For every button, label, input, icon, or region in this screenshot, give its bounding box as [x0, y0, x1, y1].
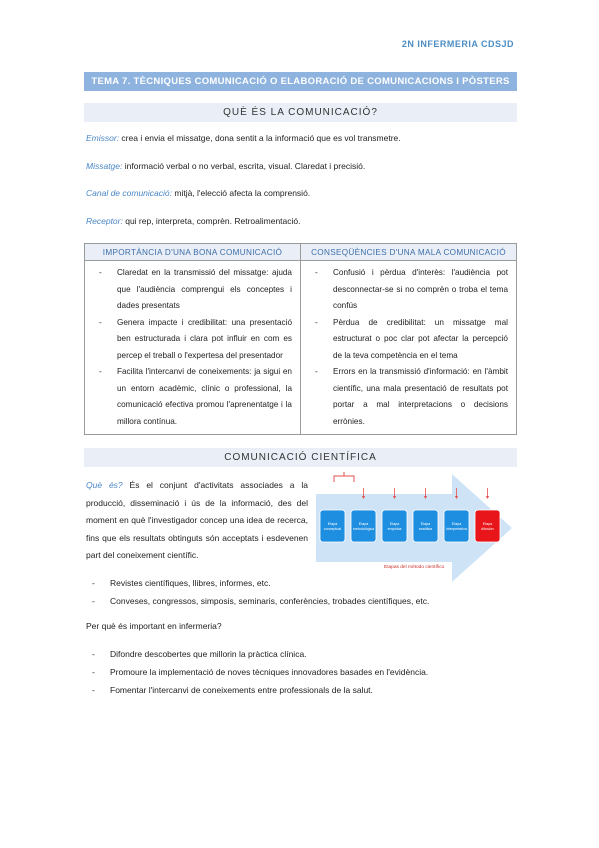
list-item: - Fomentar l'intercanvi de coneixements entre professionals de la salut.	[86, 681, 428, 699]
nursing-importance-list	[86, 645, 428, 699]
definition-canal	[86, 188, 310, 198]
topic-title-bar: TEMA 7. TÈCNIQUES COMUNICACIÓ O ELABORACIÓ DE COMUNICACIONS I PÒSTERS	[84, 72, 517, 91]
table-header-consequences: CONSEQÜÈNCIES D'UNA MALA COMUNICACIÓ	[301, 244, 517, 261]
definition-text: qui rep, interpreta, comprèn. Retroalimentació.	[122, 216, 301, 226]
consequences-list	[305, 265, 508, 430]
list-item: - Pèrdua de credibilitat: un missatge mal estructurat o poc clar pot afectar la percepció de la teva competència en el tema	[305, 315, 508, 365]
term-label: Què és?	[86, 480, 123, 490]
consequences-cell	[301, 261, 517, 435]
stage-label: metodológica	[352, 527, 375, 531]
stage-label: Etapa	[389, 522, 400, 526]
definition-text: mitjà, l'elecció afecta la comprensió.	[172, 188, 311, 198]
stage-marker-head	[486, 496, 489, 499]
table-header-importance: IMPORTÀNCIA D'UNA BONA COMUNICACIÓ	[85, 244, 301, 261]
scientific-method-diagram	[316, 470, 520, 585]
definition-emissor	[86, 133, 401, 143]
list-item: - Conveses, congressos, simposis, seminaris, conferències, trobades científiques, etc.	[86, 592, 429, 610]
stage-label: analítica	[418, 527, 433, 531]
term-label: Emissor:	[86, 133, 120, 143]
stage-box	[382, 510, 407, 542]
stage-label: Etapa	[358, 522, 369, 526]
stage-box	[351, 510, 376, 542]
scientific-definition	[86, 477, 308, 565]
scientific-method-stages-graphic	[316, 470, 520, 585]
list-item: - Revistes científiques, llibres, informes, etc.	[86, 574, 429, 592]
stage-box	[413, 510, 438, 542]
definition-text: crea i envia el missatge, dona sentit a la informació que es vol transmetre.	[119, 133, 401, 143]
term-label: Canal de comunicació:	[86, 188, 172, 198]
definition-text: informació verbal o no verbal, escrita, visual. Claredat i precisió.	[122, 161, 366, 171]
list-item: - Difondre descobertes que millorin la pràctica clínica.	[86, 645, 428, 663]
term-label: Receptor:	[86, 216, 123, 226]
stage-label: difusión	[481, 527, 494, 531]
stage-label: interpretativa	[446, 527, 467, 531]
stage-box	[444, 510, 469, 542]
stage-label: Etapa	[420, 522, 431, 526]
term-label: Missatge:	[86, 161, 123, 171]
list-item: - Promoure la implementació de noves tècniques innovadores basades en l'evidència.	[86, 663, 428, 681]
document-header-label: 2N INFERMERIA CDSJD	[401, 39, 514, 49]
communication-channels-list	[86, 574, 429, 610]
definition-receptor	[86, 216, 301, 226]
importance-list	[89, 265, 292, 430]
list-item: - Claredat en la transmissió del missatge: ajuda que l'audiència comprengui els conceptes i dades presentats	[89, 265, 292, 315]
list-item: - Facilita l'intercanvi de coneixements: ja sigui en un entorn acadèmic, clínic o professional, la comunicació efectiva promou l'aprenentatge i la millora contínua.	[89, 364, 292, 430]
definition-missatge	[86, 161, 365, 171]
list-item: - Errors en la transmissió d'informació: en l'àmbit científic, una mala presentació de resultats pot portar a mal interpretacions o decisions errònies.	[305, 364, 508, 430]
definition-text: És el conjunt d'activitats associades a la producció, disseminació i ús de la informació, des del moment en què l'investigador concep una idea de recerca, fins que els resultats obtinguts són acceptats i esdevenen part del coneixement científic.	[86, 480, 308, 560]
stage-label: Etapa	[451, 522, 462, 526]
list-item: - Genera impacte i credibilitat: una presentació ben estructurada i clara pot influir en com es percep el treball o l'expertesa del presentador	[89, 315, 292, 365]
communication-comparison-table	[84, 243, 517, 435]
importance-cell	[85, 261, 301, 435]
stage-box	[320, 510, 345, 542]
stage-label: empírica	[387, 527, 402, 531]
stage-label: Etapa	[327, 522, 338, 526]
importance-question: Per què és important en infermeria?	[86, 621, 222, 631]
section-title-scientific: COMUNICACIÓ CIENTÍFICA	[84, 448, 517, 467]
stage-box	[475, 510, 500, 542]
list-item: - Confusió i pèrdua d'interès: l'audiència pot desconnectar-se si no comprèn o troba el tema confús	[305, 265, 508, 315]
diagram-caption: Etapas del método científico	[384, 565, 445, 570]
bracket-marker	[334, 476, 354, 482]
stage-label: conceptual	[323, 527, 342, 531]
stage-label: Etapa	[482, 522, 493, 526]
section-title-communication: QUÈ ÉS LA COMUNICACIÓ?	[84, 103, 517, 122]
